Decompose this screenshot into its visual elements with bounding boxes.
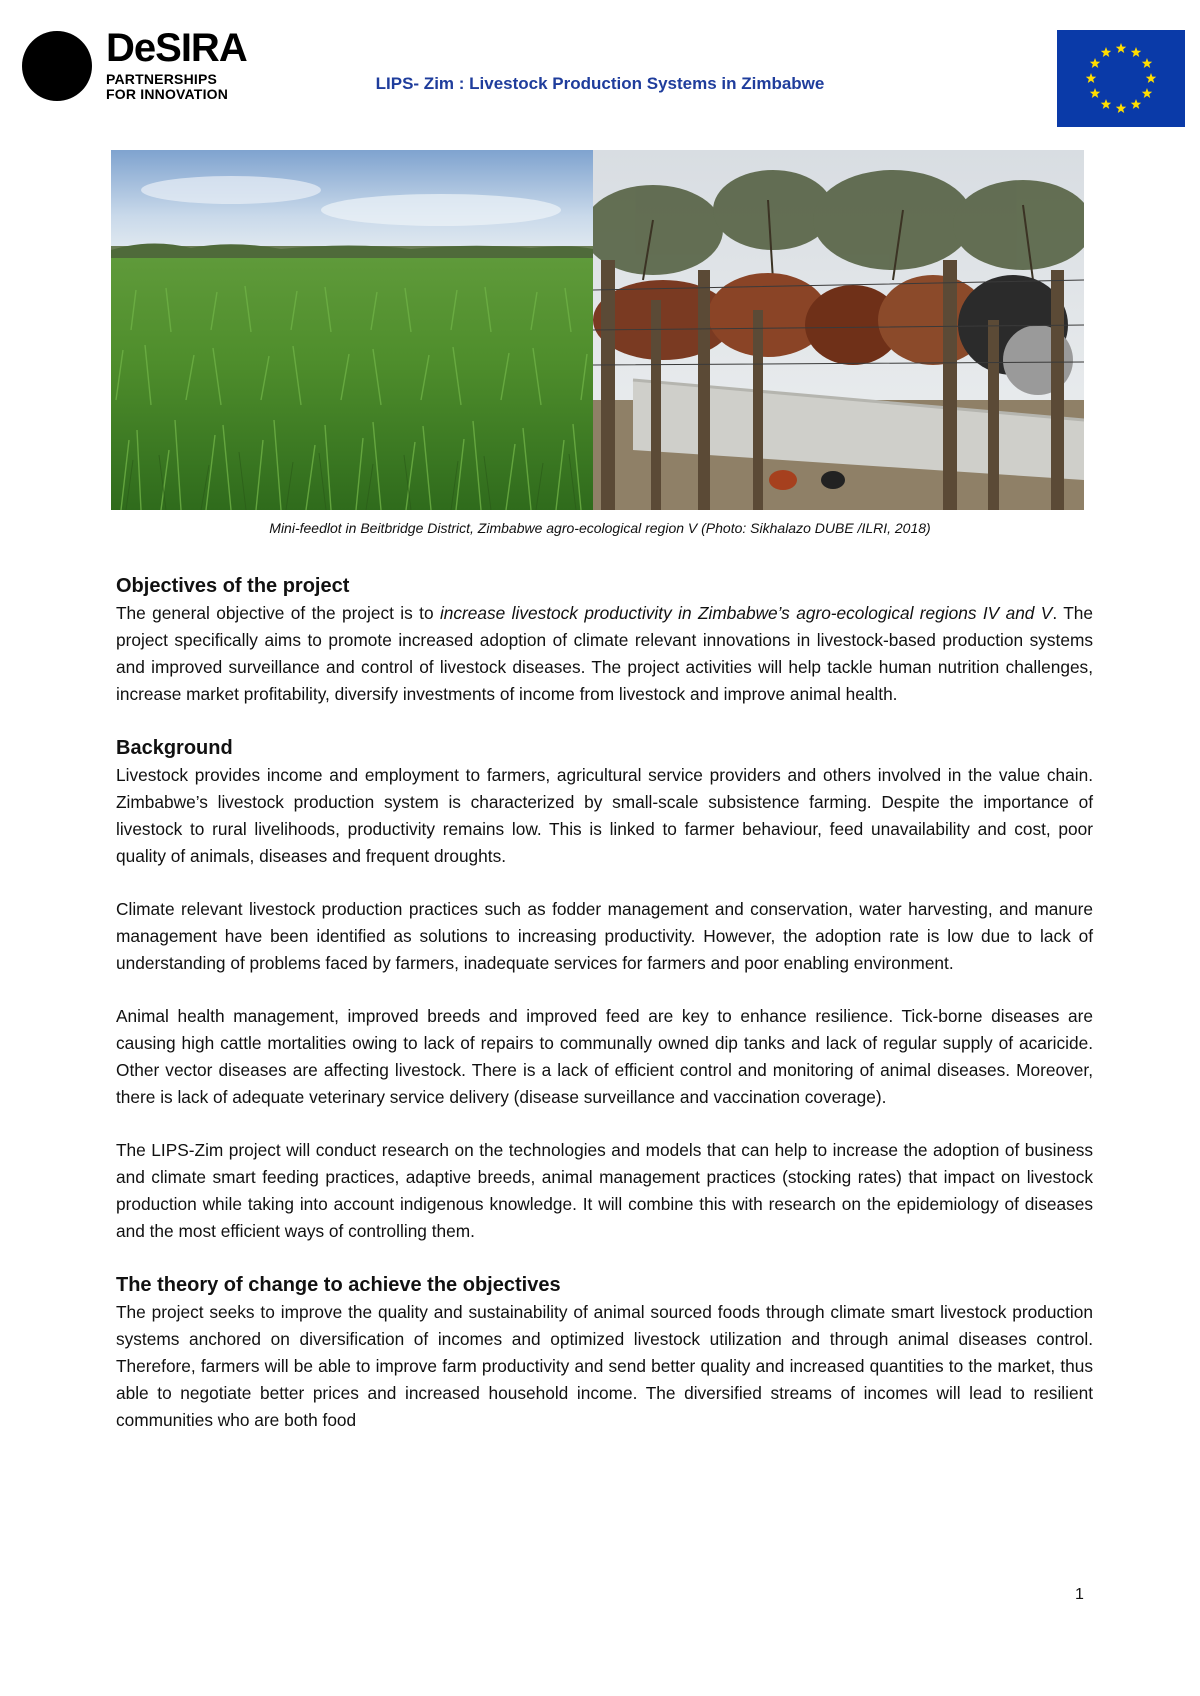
field-photo <box>111 150 593 510</box>
photo-caption: Mini-feedlot in Beitbridge District, Zimbabwe agro-ecological region V (Photo: Sikhalazo DUBE /ILRI, 2018) <box>269 520 931 536</box>
background-paragraph-3: Animal health management, improved breeds and improved feed are key to enhance resilience. Tick-borne diseases are causing high cattle mortalities owing to lack of repairs to communally owned dip tanks and lack of regular supply of acaricide. Other vector diseases are affecting livestock. There is a lack of efficient control and monitoring of animal diseases. Moreover, there is lack of adequate veterinary service delivery (disease surveillance and vaccination coverage). <box>116 1006 1093 1107</box>
background-heading: Background <box>116 737 233 759</box>
eu-flag-icon <box>1057 30 1185 127</box>
background-paragraph-4: The LIPS-Zim project will conduct research on the technologies and models that can help to increase the adoption of business and climate smart feeding practices, adaptive breeds, animal management practices (stocking rates) that impact on livestock production while taking into account indigenous knowledge. It will combine this with research on the epidemiology of diseases and the most efficient ways of controlling them. <box>116 1140 1093 1241</box>
background-paragraph-2: Climate relevant livestock production practices such as fodder management and conservation, water harvesting, and manure management have been identified as solutions to increasing productivity. However, the adoption rate is low due to lack of understanding of problems faced by farmers, inadequate services for farmers and poor enabling environment. <box>116 899 1093 973</box>
objectives-text-emphasis: increase livestock productivity in Zimbabwe’s agro-ecological regions IV and V <box>439 603 1053 623</box>
objectives-heading: Objectives of the project <box>116 575 350 597</box>
header-title: LIPS- Zim : Livestock Production Systems in Zimbabwe <box>375 74 825 93</box>
cattle-feedlot-photo <box>593 150 1084 510</box>
document-body <box>116 573 1093 1434</box>
theory-of-change-paragraph: The project seeks to improve the quality and sustainability of animal sourced foods through climate smart livestock production systems anchored on diversification of incomes and optimized livestock utilization and through animal diseases control. Therefore, farmers will be able to improve farm productivity and send better quality and increased quantities to the market, thus able to negotiate better prices and increased household income. The diversified streams of incomes will lead to resilient communities who are both food <box>116 1302 1093 1430</box>
objectives-text-start: The general objective of the project is to <box>116 603 440 623</box>
logo-tagline-line2: FOR INNOVATION <box>106 86 229 102</box>
objectives-text-end: . The project specifically aims to promote increased adoption of climate relevant innovations in livestock-based production systems and improved surveillance and control of livestock diseases. The project activities will help tackle human nutrition challenges, increase market profitability, diversify investments of income from livestock and improve animal health. <box>116 603 1093 704</box>
logo-tagline-line1: PARTNERSHIPS <box>106 71 218 87</box>
page-number: 1 <box>1075 1586 1084 1603</box>
background-paragraph-1: Livestock provides income and employment to farmers, agricultural service providers and others involved in the value chain. Zimbabwe’s livestock production system is characterized by small-scale subsistence farming. Despite the importance of livestock to rural livelihoods, productivity remains low. This is linked to farmer behaviour, feed unavailability and cost, poor quality of animals, diseases and frequent droughts. <box>116 765 1093 866</box>
objectives-paragraph <box>116 600 1093 708</box>
theory-of-change-heading: The theory of change to achieve the objectives <box>116 1274 561 1296</box>
desira-logo-name: DeSIRA <box>106 26 247 70</box>
